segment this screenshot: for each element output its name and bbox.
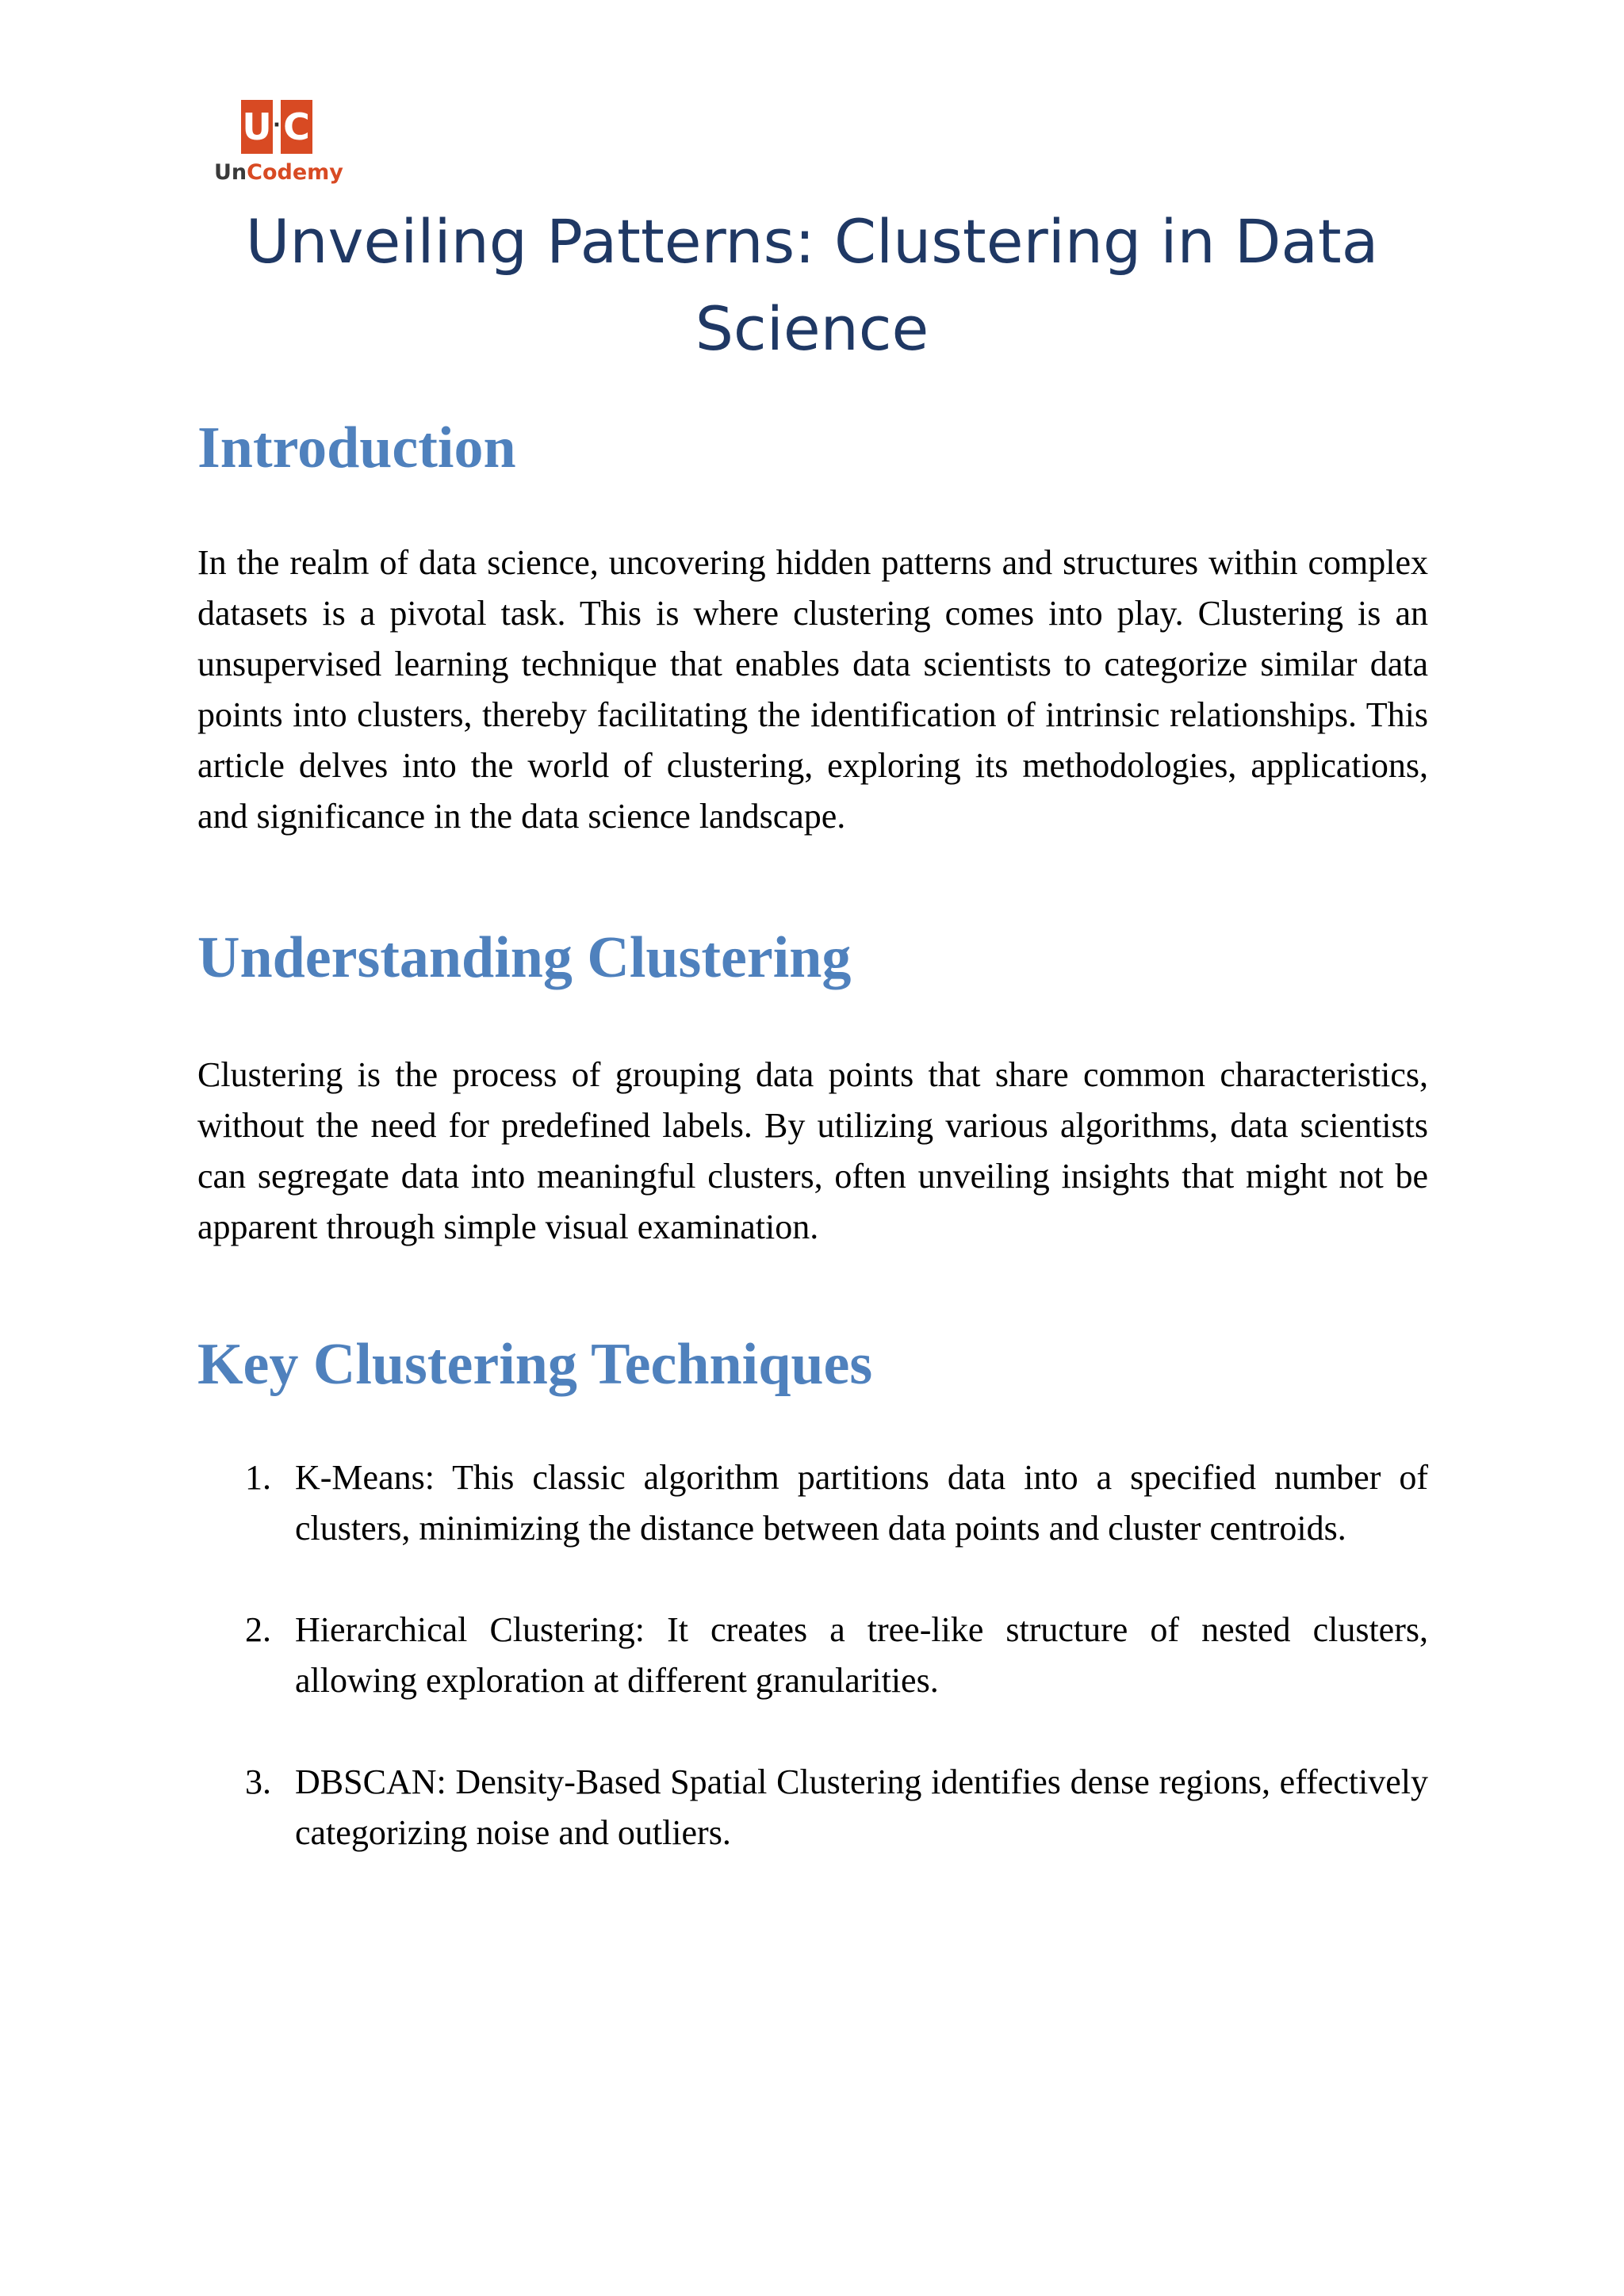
- heading-understanding-clustering: Understanding Clustering: [197, 925, 852, 990]
- logo-wordmark: [214, 160, 341, 185]
- logo-dot: ·: [273, 113, 281, 137]
- list-item-text: K-Means: This classic algorithm partitions data into a specified number of clusters, minimizing the distance between data points and cluster centroids.: [295, 1458, 1428, 1548]
- techniques-list: [197, 1452, 1428, 1909]
- logo-word-accent: Codemy: [247, 160, 343, 185]
- list-item: [197, 1605, 1428, 1706]
- list-item-number: 3.: [245, 1762, 271, 1801]
- list-item-number: 1.: [245, 1458, 271, 1497]
- list-item: [197, 1452, 1428, 1554]
- heading-key-techniques: Key Clustering Techniques: [197, 1332, 873, 1397]
- page-title-line-1: Unveiling Patterns: Clustering in Data: [245, 206, 1379, 277]
- list-item-number: 2.: [245, 1610, 271, 1649]
- paragraph-introduction: In the realm of data science, uncovering hidden patterns and structures within complex datasets is a pivotal task. This is where clustering comes into play. Clustering is an unsupervised learning technique that enables data scientists to categorize similar data points into clusters, thereby facilitating the identification of intrinsic relationships. This article delves into the world of clustering, exploring its methodologies, applications, and significance in the data science landscape.: [197, 543, 1428, 836]
- paragraph-understanding-clustering: Clustering is the process of grouping data points that share common characteristics, without the need for predefined labels. By utilizing various algorithms, data scientists can segregate data into meaningful clusters, often unveiling insights that might not be apparent through simple visual examination.: [197, 1055, 1428, 1246]
- list-item-text: DBSCAN: Density-Based Spatial Clustering identifies dense regions, effectively categorizing noise and outliers.: [295, 1762, 1428, 1852]
- heading-introduction: Introduction: [197, 415, 516, 480]
- logo-letter-c: C: [281, 100, 312, 154]
- logo-letter-u: U: [241, 100, 273, 154]
- list-item-text: Hierarchical Clustering: It creates a tree-like structure of nested clusters, allowing exploration at different granularities.: [295, 1610, 1428, 1700]
- uncodemy-logo: [214, 100, 341, 195]
- page-title: [198, 198, 1426, 373]
- list-item: [197, 1757, 1428, 1858]
- page-title-line-2: Science: [695, 293, 929, 364]
- logo-mark: [241, 100, 312, 154]
- logo-word-prefix: Un: [214, 160, 247, 185]
